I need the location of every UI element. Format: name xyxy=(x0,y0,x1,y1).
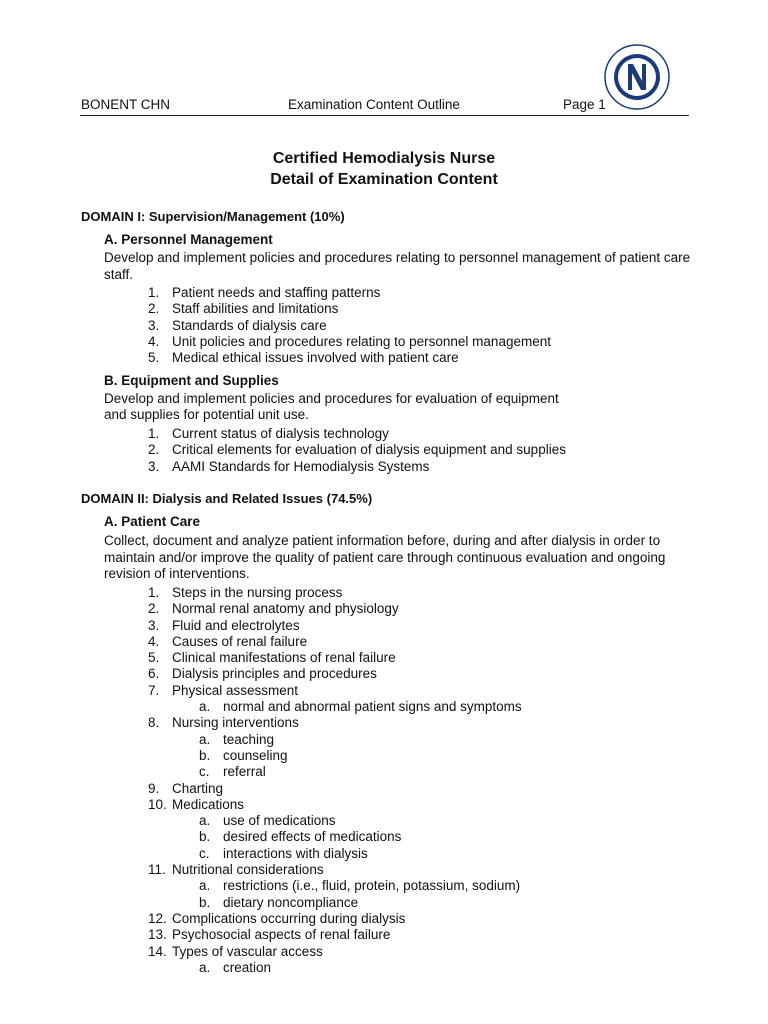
item-text: teaching xyxy=(223,731,275,747)
item-text: Current status of dialysis technology xyxy=(172,426,389,441)
domain2-section-a-list xyxy=(148,585,522,976)
sub-list-item xyxy=(148,813,522,829)
item-number: 14. xyxy=(148,943,167,959)
item-text: Charting xyxy=(172,780,224,796)
sub-list-item xyxy=(148,748,522,764)
item-text: referral xyxy=(223,764,266,780)
item-text: Psychosocial aspects of renal failure xyxy=(172,927,391,943)
sub-list-item xyxy=(148,878,522,894)
item-text: Normal renal anatomy and physiology xyxy=(172,601,399,617)
item-text: Patient needs and staffing patterns xyxy=(172,285,381,300)
page-subtitle: Detail of Examination Content xyxy=(270,171,498,188)
list-item xyxy=(148,650,522,666)
item-text: restrictions (i.e., fluid, protein, potassium, sodium) xyxy=(223,878,521,894)
item-number: 2. xyxy=(148,442,160,458)
item-text: Medical ethical issues involved with patient care xyxy=(172,350,459,366)
item-number: 11. xyxy=(148,862,166,878)
item-text: Medications xyxy=(172,796,245,812)
list-item xyxy=(148,683,522,699)
domain2-section-a-desc: Collect, document and analyze patient information before, during and after dialysis in order to maintain and/or improve the quality of patient care through continuous evaluation and ongoing revision of interventions. xyxy=(104,533,666,581)
bonent-logo xyxy=(604,44,670,110)
domain1-section-b-list xyxy=(148,426,566,475)
item-number: b. xyxy=(199,747,211,763)
item-number: c. xyxy=(199,764,210,780)
item-number: 5. xyxy=(148,650,160,666)
item-text: Types of vascular access xyxy=(172,943,323,959)
list-item xyxy=(148,601,522,617)
sub-list-item xyxy=(148,699,522,715)
item-number: 4. xyxy=(148,633,160,649)
item-number: 3. xyxy=(148,458,160,474)
list-item xyxy=(148,862,522,878)
item-text: Nutritional considerations xyxy=(172,862,324,878)
item-text: creation xyxy=(223,959,272,975)
list-item xyxy=(148,666,522,682)
domain1-section-b-desc-line2: and supplies for potential unit use. xyxy=(104,407,309,422)
item-text: Standards of dialysis care xyxy=(172,317,327,333)
sub-list-item xyxy=(148,960,522,976)
list-item xyxy=(148,944,522,960)
item-number: 10. xyxy=(148,796,167,812)
item-number: 5. xyxy=(148,350,160,366)
item-number: b. xyxy=(199,894,211,910)
item-text: Critical elements for evaluation of dialysis equipment and supplies xyxy=(172,442,566,458)
header-left: BONENT CHN xyxy=(81,97,171,112)
domain1-heading: DOMAIN I: Supervision/Management (10%) xyxy=(81,209,345,224)
list-item xyxy=(148,585,522,601)
header-center: Examination Content Outline xyxy=(288,97,460,112)
item-number: 13. xyxy=(148,927,167,943)
item-number: b. xyxy=(199,829,211,845)
item-text: Clinical manifestations of renal failure xyxy=(172,650,396,666)
item-number: a. xyxy=(199,731,211,747)
list-item xyxy=(148,618,522,634)
sub-list-item xyxy=(148,846,522,862)
list-item xyxy=(148,715,522,731)
item-text: dietary noncompliance xyxy=(223,894,359,910)
item-number: 3. xyxy=(148,617,160,633)
item-number: c. xyxy=(199,845,210,861)
item-text: Physical assessment xyxy=(172,682,299,698)
list-item xyxy=(148,442,566,458)
list-item xyxy=(148,334,551,350)
item-text: Complications occurring during dialysis xyxy=(172,910,406,926)
domain2-heading: DOMAIN II: Dialysis and Related Issues (74.5%) xyxy=(81,491,373,506)
sub-list-item xyxy=(148,732,522,748)
list-item xyxy=(148,927,522,943)
item-text: counseling xyxy=(223,747,288,763)
list-item xyxy=(148,301,551,317)
item-text: normal and abnormal patient signs and symptoms xyxy=(223,699,522,715)
item-text: Nursing interventions xyxy=(172,715,299,731)
item-number: 1. xyxy=(148,585,160,600)
header-rule xyxy=(80,115,689,116)
item-text: desired effects of medications xyxy=(223,829,402,845)
item-number: 3. xyxy=(148,317,160,333)
list-item xyxy=(148,350,551,366)
list-item xyxy=(148,911,522,927)
domain1-section-a-desc: Develop and implement policies and procedures relating to personnel management of patient care staff. xyxy=(104,250,691,282)
domain1-section-b-desc-line1: Develop and implement policies and procedures for evaluation of equipment xyxy=(104,391,559,406)
domain1-section-b-heading: B. Equipment and Supplies xyxy=(104,373,279,388)
item-number: a. xyxy=(199,878,211,894)
item-text: Staff abilities and limitations xyxy=(172,301,339,317)
list-item xyxy=(148,285,551,301)
sub-list-item xyxy=(148,895,522,911)
item-number: 6. xyxy=(148,666,160,682)
list-item xyxy=(148,797,522,813)
list-item xyxy=(148,426,566,442)
item-number: a. xyxy=(199,699,211,715)
list-item xyxy=(148,318,551,334)
item-number: a. xyxy=(199,813,211,829)
item-number: 2. xyxy=(148,301,160,317)
item-text: Dialysis principles and procedures xyxy=(172,666,377,682)
domain1-section-a-list xyxy=(148,285,551,366)
list-item xyxy=(148,459,566,475)
item-number: 1. xyxy=(148,285,160,300)
item-text: Causes of renal failure xyxy=(172,633,308,649)
item-number: 7. xyxy=(148,682,160,698)
domain2-section-a-heading: A. Patient Care xyxy=(104,514,201,529)
sub-list-item xyxy=(148,829,522,845)
item-text: Steps in the nursing process xyxy=(172,585,343,600)
item-number: 12. xyxy=(148,910,167,926)
item-number: 2. xyxy=(148,601,160,617)
item-text: AAMI Standards for Hemodialysis Systems xyxy=(172,458,430,474)
item-number: 9. xyxy=(148,780,160,796)
item-number: 8. xyxy=(148,715,160,731)
list-item xyxy=(148,634,522,650)
item-number: a. xyxy=(199,959,211,975)
item-text: interactions with dialysis xyxy=(223,845,368,861)
sub-list-item xyxy=(148,764,522,780)
item-text: Fluid and electrolytes xyxy=(172,617,300,633)
page-title: Certified Hemodialysis Nurse xyxy=(272,150,496,167)
item-text: Unit policies and procedures relating to personnel management xyxy=(172,333,551,349)
list-item xyxy=(148,781,522,797)
item-number: 1. xyxy=(148,426,160,441)
domain1-section-a-heading: A. Personnel Management xyxy=(104,232,273,247)
page-number: Page 1 xyxy=(563,97,606,112)
item-number: 4. xyxy=(148,333,160,349)
item-text: use of medications xyxy=(223,813,336,829)
